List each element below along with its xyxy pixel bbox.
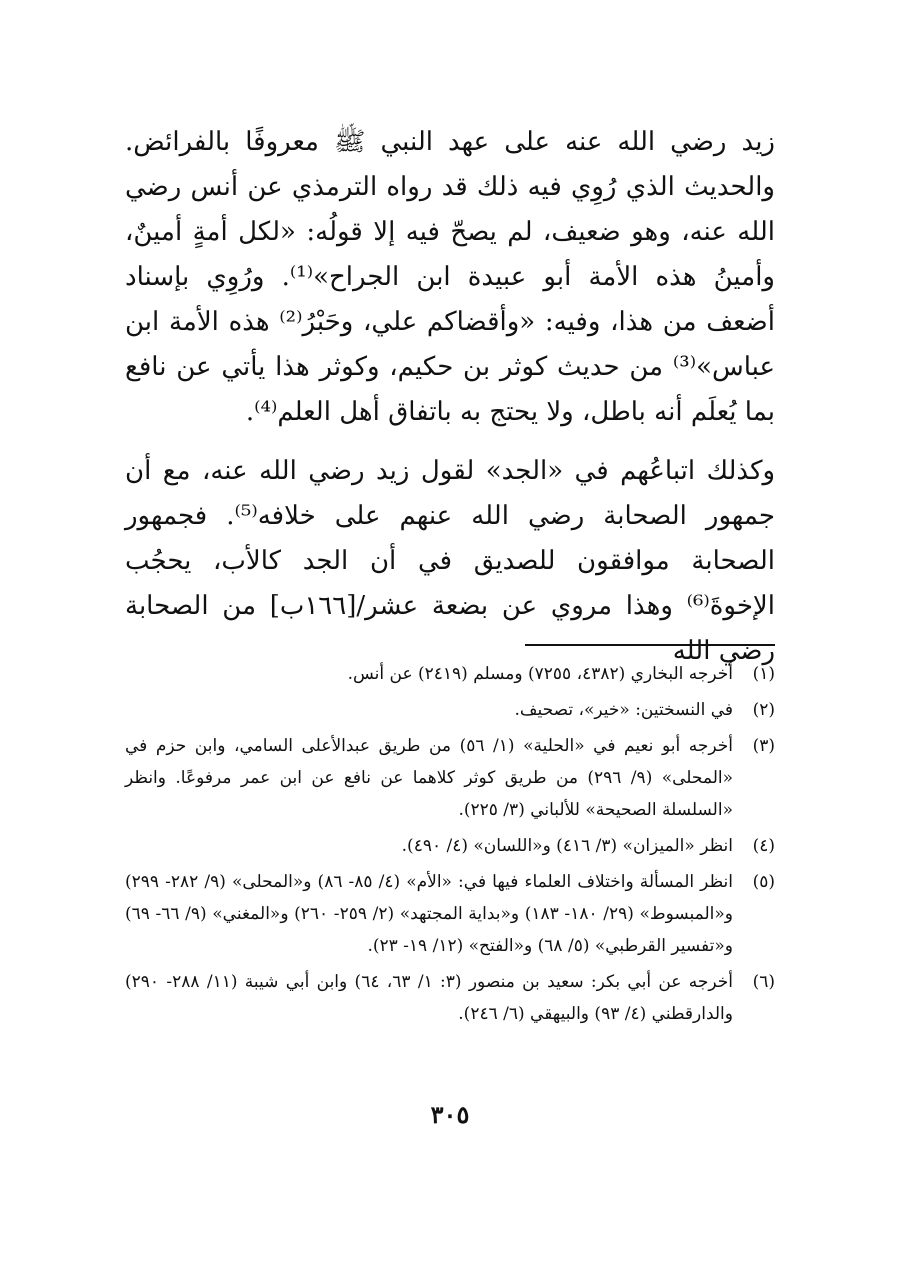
footnote-4 [125,830,775,862]
footnote-text: أخرجه أبو نعيم في «الحلية» (١/ ٥٦) من طريق عبدالأعلى السامي، وابن حزم في «المحلى» (٩/ ٢٩٦) من طريق كوثر كلاهما عن نافع عن ابن عمر مرفوعًا. وانظر «السلسلة الصحيحة» للألباني (٣/ ٢٢٥). [125,736,734,820]
footnote-number: (٥) [752,872,775,892]
footnote-5 [125,866,775,962]
footnote-number: (٦) [752,972,775,992]
book-page [125,120,775,1271]
page-number: ٣٠٥ [430,1100,470,1129]
footnote-text: أخرجه عن أبي بكر: سعيد بن منصور (٣: ١/ ٦٣، ٦٤) وابن أبي شيبة (١١/ ٢٨٨- ٢٩٠) والدارقطني (٤/ ٩٣) والبيهقي (٦/ ٢٤٦). [125,972,733,1024]
footnote-number: (٤) [752,836,775,856]
paragraph-2: وكذلك اتباعُهم في «الجد» لقول زيد رضي الله عنه، مع أن جمهور الصحابة رضي الله عنهم على خلافه⁽⁵⁾. فجمهور الصحابة موافقون للصديق في أن الجد كالأب، يحجُب الإخوةَ⁽⁶⁾ وهذا مروي عن بضعة عشر/[١٦٦ب] من الصحابة رضي الله [125,456,775,666]
footnote-2 [125,694,775,726]
footnote-text: انظر «الميزان» (٣/ ٤١٦) و«اللسان» (٤/ ٤٩٠). [401,836,733,856]
paragraph-1: زيد رضي الله عنه على عهد النبي ﷺ معروفًا بالفرائض. والحديث الذي رُوِي فيه ذلك قد رواه الترمذي عن أنس رضي الله عنه، وهو ضعيف، لم يصحّ فيه إلا قولُه: «لكل أمةٍ أمينٌ، وأمينُ هذه الأمة أبو عبيدة ابن الجراح»⁽¹⁾. ورُوِي بإسناد أضعف من هذا، وفيه: «وأقضاكم علي، وحَبْرُ⁽²⁾ هذه الأمة ابن عباس»⁽³⁾ من حديث كوثر بن حكيم، وكوثر هذا يأتي عن نافع بما يُعلَم أنه باطل، ولا يحتج به باتفاق أهل العلم⁽⁴⁾. [125,127,775,427]
footnotes [125,658,775,1030]
footnote-separator [525,644,775,646]
footnote-number: (٣) [752,736,775,756]
footnote-number: (٢) [752,700,775,720]
footnote-6 [125,966,775,1030]
main-text [125,120,775,674]
footnote-text: في النسختين: «خير»، تصحيف. [514,700,733,720]
footnote-3 [125,730,775,826]
footnote-number: (١) [752,664,775,684]
footnote-1 [125,658,775,690]
footnote-text: أخرجه البخاري (٤٣٨٢، ٧٢٥٥) ومسلم (٢٤١٩) عن أنس. [347,664,733,684]
footnote-text: انظر المسألة واختلاف العلماء فيها في: «الأم» (٤/ ٨٥- ٨٦) و«المحلى» (٩/ ٢٨٢- ٢٩٩) و«المبسوط» (٢٩/ ١٨٠- ١٨٣) و«بداية المجتهد» (٢/ ٢٥٩- ٢٦٠) و«المغني» (٩/ ٦٦- ٦٩) و«تفسير القرطبي» (٥/ ٦٨) و«الفتح» (١٢/ ١٩- ٢٣). [125,872,733,956]
